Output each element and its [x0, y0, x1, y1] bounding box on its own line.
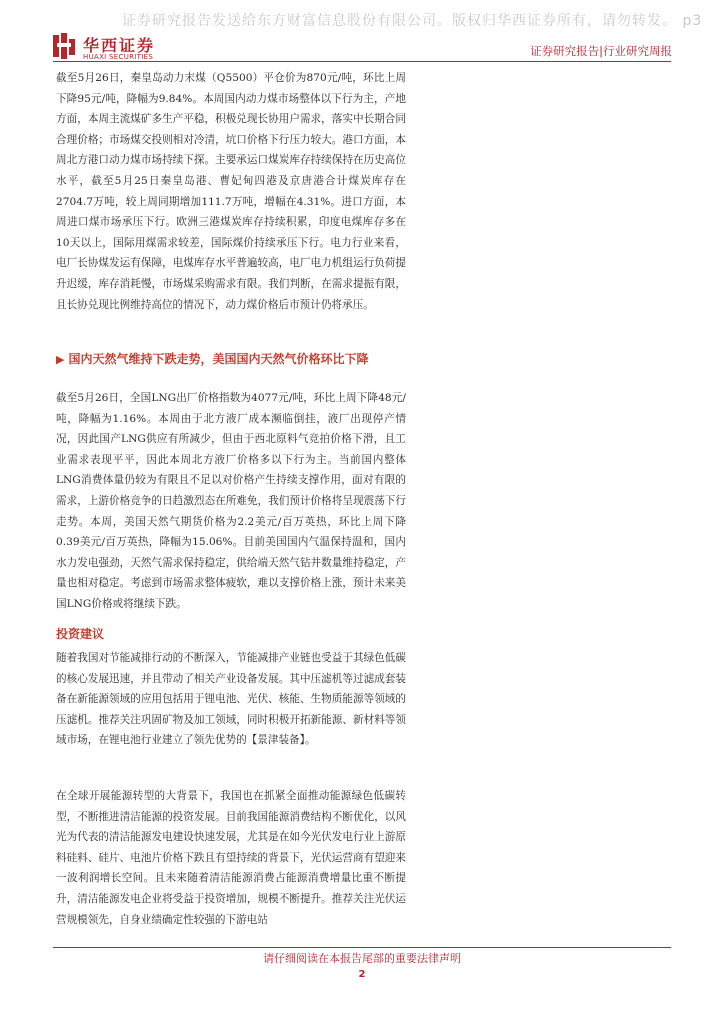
investment-paragraph-1: 随着我国对节能减排行动的不断深入，节能减排产业链也受益于其绿色低碳的核心发展迅速，并且带动了相关产业设备发展。其中压滤机等过滤成套装备在新能源领域的应用包括用于锂电池、光伏、核能、生物质能源等领域的压滤机。推荐关注巩固矿物及加工领域，同时积极开拓新能源、新材料等领域市场，在锂电池行业建立了领先优势的【景津装备】。 — [56, 652, 406, 747]
investment-paragraph-2: 在全球开展能源转型的大背景下，我国也在抓紧全面推动能源绿色低碳转型，不断推进清洁能源的投资发展。目前我国能源消费结构不断优化，以风光为代表的清洁能源发电建设快速发展，尤其是在如今光伏发电行业上游原料硅料、硅片、电池片价格下跌且有望持续的背景下，光伏运营商有望迎来一波利润增长空间。且未来随着清洁能源消费占能源消费增量比重不断提升，清洁能源发电企业将受益于投资增加，规模不断提升。推荐关注光伏运营规模领先，自身业绩确定性较强的下游电站 — [56, 790, 406, 926]
logo-english-name: HUAXI SECURITIES — [83, 53, 154, 61]
triangle-bullet-icon: ▶ — [56, 353, 65, 366]
footer-divider — [53, 947, 671, 948]
section-heading-investment: 投资建议 — [56, 627, 105, 641]
legal-notice: 请仔细阅读在本报告尾部的重要法律声明 — [263, 952, 461, 965]
header-divider — [53, 61, 671, 62]
report-type-label: 证券研究报告|行业研究周报 — [530, 44, 672, 58]
huaxi-logo-icon — [53, 33, 75, 59]
watermark: 证券研究报告发送给东方财富信息股份有限公司。版权归华西证券所有，请勿转发。 p3 — [122, 13, 703, 29]
company-logo — [53, 33, 183, 63]
page-number: 2 — [358, 969, 366, 980]
coal-market-paragraph: 截至5月26日，秦皇岛动力末煤（Q5500）平仓价为870元/吨，环比上周下降95元/吨，降幅为9.84%。本周国内动力煤市场整体以下行为主，产地方面，本周主流煤矿多生产平稳，积极兑现长协用户需求，落实中长期合同合理价格；市场煤交投则相对冷清，坑口价格下行压力较大。港口方面，本周北方港口动力煤市场持续下探。主要承运口煤炭库存持续保持在历史高位水平，截至5月25日秦皇岛港、曹妃甸四港及京唐港合计煤炭库存在2704.7万吨，较上周同期增加111.7万吨，增幅在4.31%。进口方面，本周进口煤市场承压下行。欧洲三港煤炭库存持续积累，印度电煤库存多在10天以上，国际用煤需求较差，国际煤价持续承压下行。电力行业来看，电厂长协煤发运有保障，电煤库存水平普遍较高，电厂电力机组运行负荷提升迟缓，库存消耗慢，市场煤采购需求有限。我们判断，在需求提振有限，且长协兑现比例维持高位的情况下，动力煤价格后市预计仍将承压。 — [56, 72, 406, 311]
section-heading-text: 国内天然气维持下跌走势，美国国内天然气价格环比下降 — [68, 352, 369, 366]
section-heading-natural-gas — [56, 350, 406, 370]
logo-chinese-name: 华西证券 — [83, 36, 156, 55]
natural-gas-paragraph: 截至5月26日，全国LNG出厂价格指数为4077元/吨，环比上周下降48元/吨，降幅为1.16%。本周由于北方液厂成本濒临倒挂，液厂出现停产情况，因此国产LNG供应有所减少，但由于西北原料气竞拍价格下滑，且工业需求表现平平，因此本周北方液厂价格多以下行为主。当前国内整体LNG消费体量仍较为有限且不足以对价格产生持续支撑作用，面对有限的需求，上游价格竞争的日趋激烈态在所难免，我们预计价格将呈现震荡下行走势。本周，美国天然气期货价格为2.2美元/百万英热，环比上周下降0.39美元/百万英热，降幅为15.06%。目前美国国内气温保持温和，国内水力发电强劲，天然气需求保持稳定，供给端天然气钻井数量维持稳定，产量也相对稳定。考虑到市场需求整体疲软，难以支撑价格上涨，预计未来美国LNG价格或将继续下跌。 — [56, 392, 406, 610]
